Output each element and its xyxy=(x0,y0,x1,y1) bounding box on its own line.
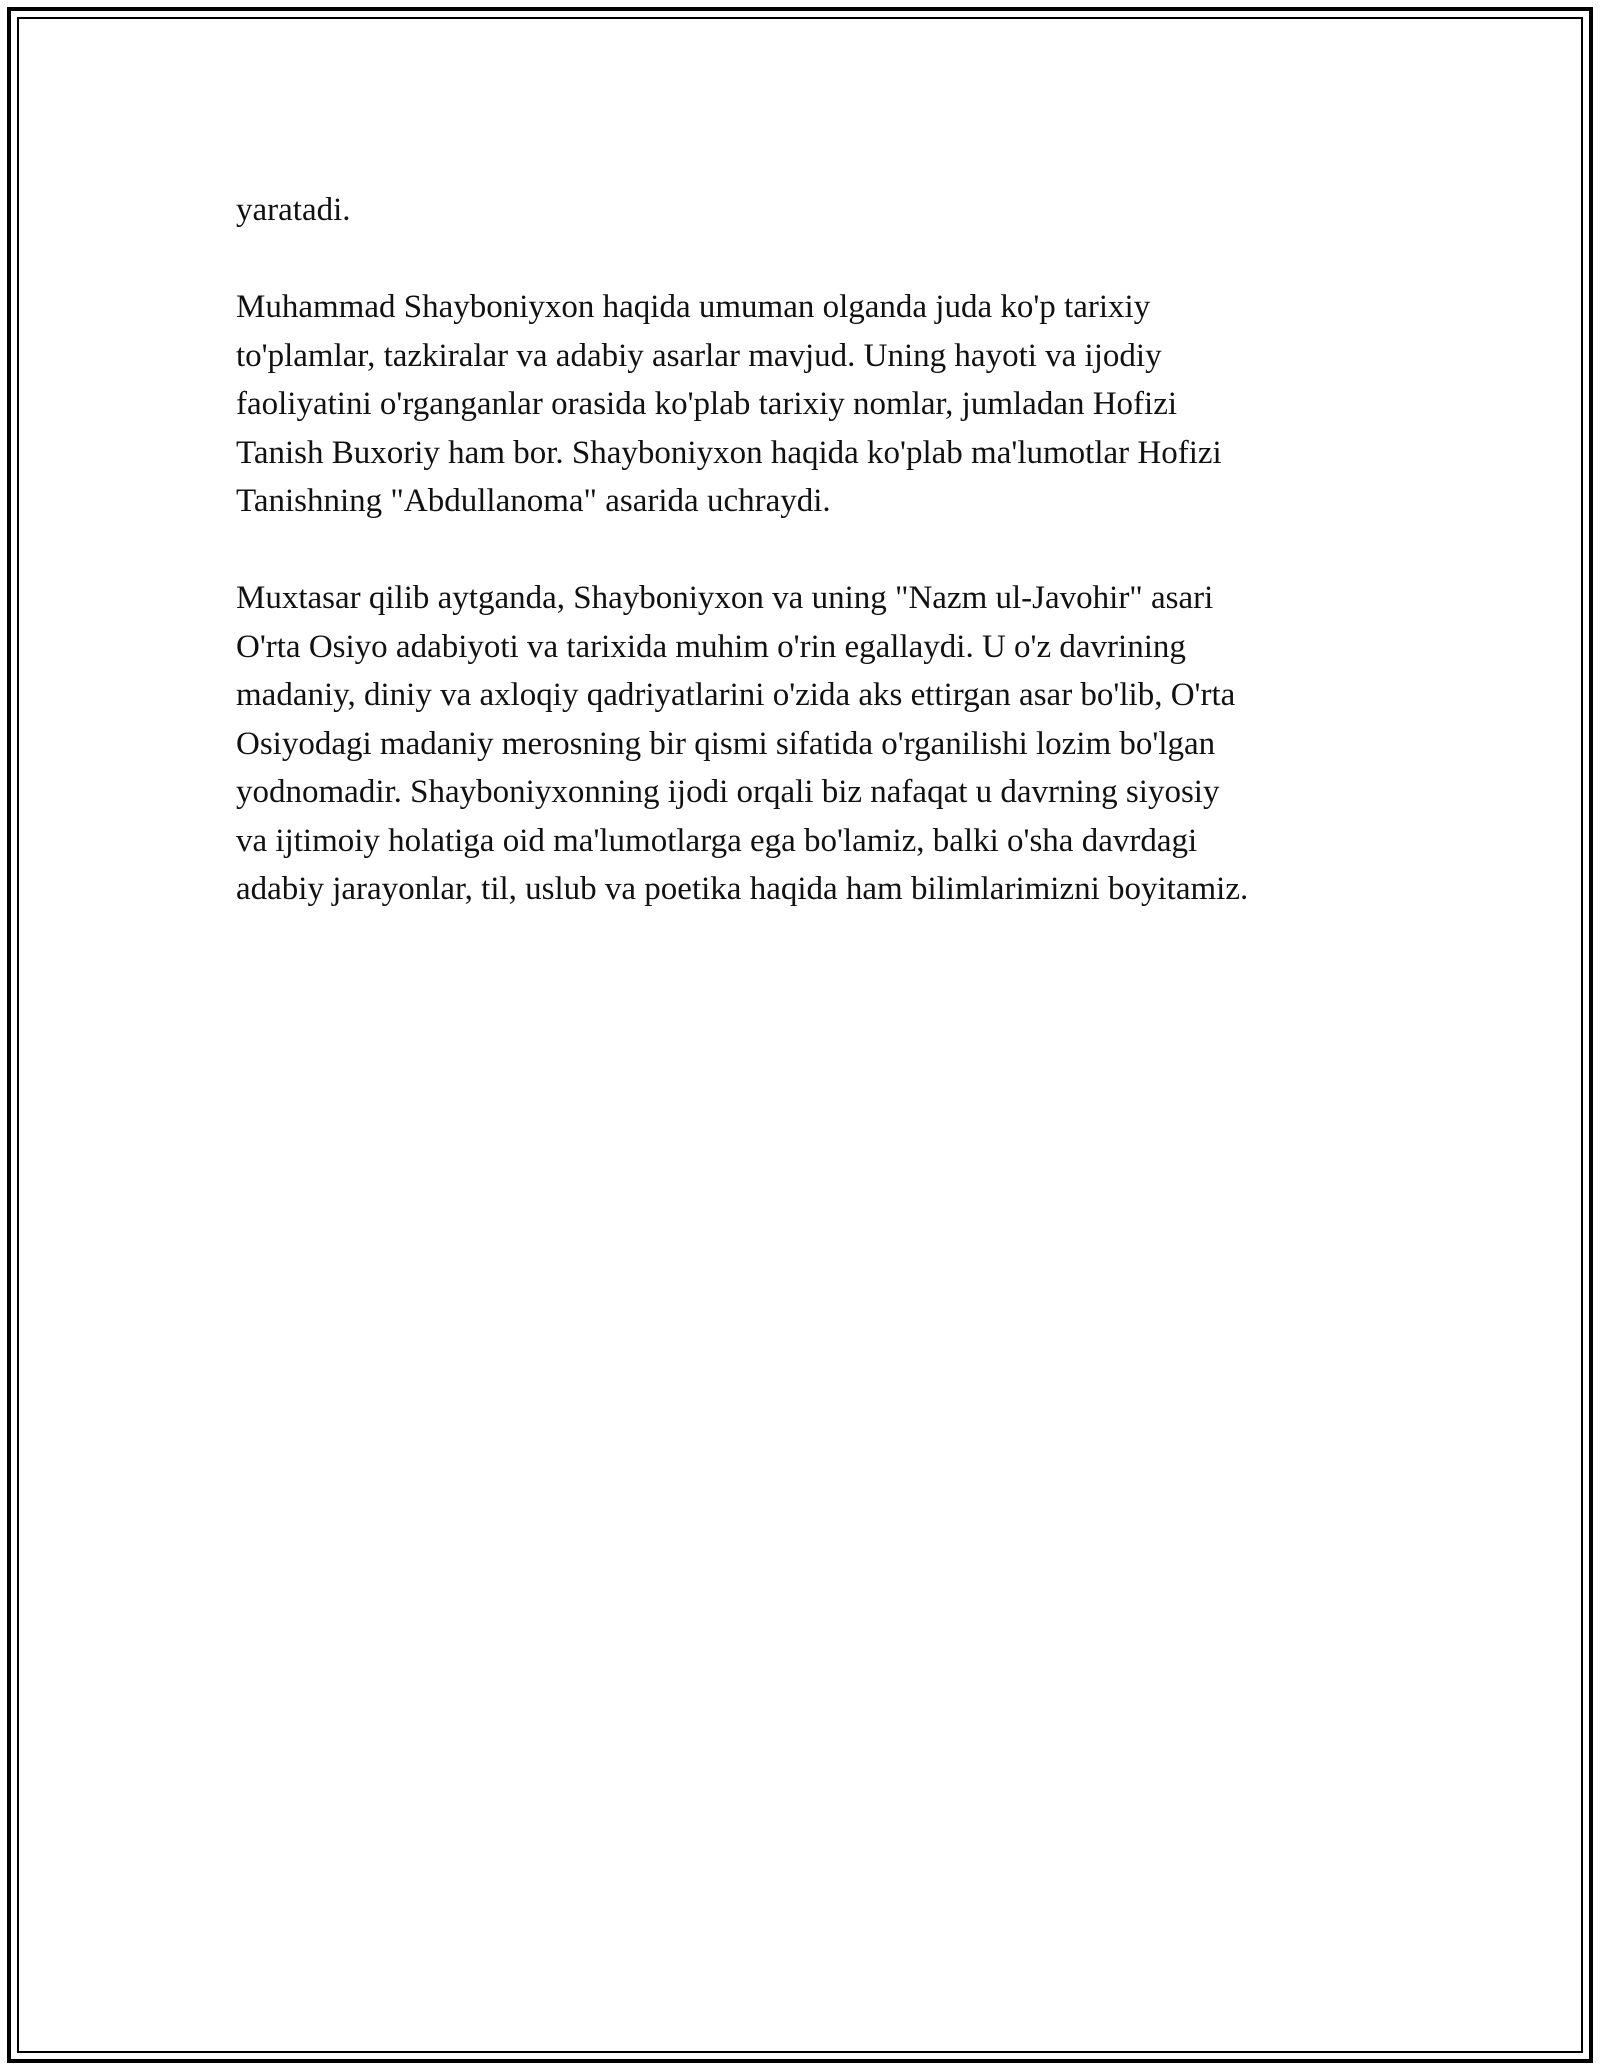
paragraph-sources: Muhammad Shayboniyxon haqida umuman olganda juda ko'p tarixiy to'plamlar, tazkiralar va adabiy asarlar mavjud. Uning hayoti va ijodiy faoliyatini o'rganganlar orasida ko'plab tarixiy nomlar, jumladan Hofizi Tanish Buxoriy ham bor. Shayboniyxon haqida ko'plab ma'lumotlar Hofizi Tanishning "Abdullanoma" asarida uchraydi. xyxy=(236,289,1222,519)
document-body xyxy=(236,186,1386,962)
paragraph-conclusion: Muxtasar qilib aytganda, Shayboniyxon va uning "Nazm ul-Javohir" asari O'rta Osiyo adabiyoti va tarixida muhim o'rin egallaydi. U o'z davrining madaniy, diniy va axloqiy qadriyatlarini o'zida aks ettirgan asar bo'lib, O'rta Osiyodagi madaniy merosning bir qismi sifatida o'rganilishi lozim bo'lgan yodnomadir. Shayboniyxonning ijodi orqali biz nafaqat u davrning siyosiy va ijtimoiy holatiga oid ma'lumotlarga ega bo'lamiz, balki o'sha davrdagi adabiy jarayonlar, til, uslub va poetika haqida ham bilimlarimizni boyitamiz. xyxy=(236,580,1249,907)
paragraph-continuation: yaratadi. xyxy=(236,192,351,228)
